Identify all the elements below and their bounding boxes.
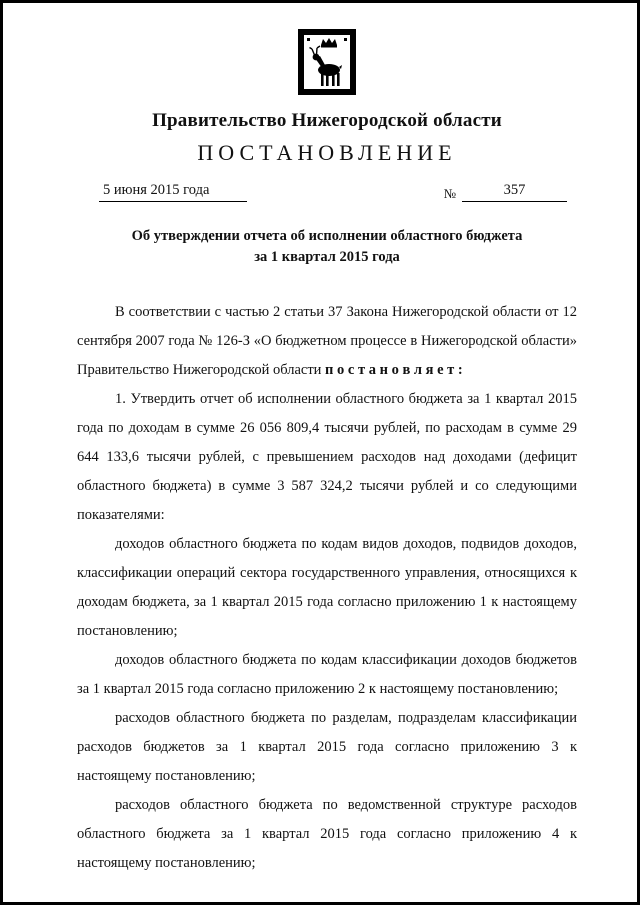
doc-type-title: ПОСТАНОВЛЕНИЕ <box>197 140 457 165</box>
intro-verb: п о с т а н о в л я е т : <box>325 362 463 378</box>
doc-body <box>77 298 577 878</box>
doc-title <box>77 226 577 268</box>
date-number-row <box>99 182 567 202</box>
intro-text: В соответствии с частью 2 статьи 37 Закона Нижегородской области от 12 сентября 2007 года № 126-З «О бюджетном процессе в Нижегородской области» Правительство Нижегородской области <box>77 304 577 378</box>
page-content <box>3 3 637 878</box>
paragraph-item: доходов областного бюджета по кодам классификации доходов бюджетов за 1 квартал 2015 года согласно приложению 2 к настоящему постановлению; <box>77 652 577 697</box>
paragraph-item: доходов областного бюджета по кодам видов доходов, подвидов доходов, классификации операций сектора государственного управления, относящихся к доходам бюджета, за 1 квартал 2015 года согласно приложению 1 к настоящему постановлению; <box>77 536 577 639</box>
doc-title-line1: Об утверждении отчета об исполнении областного бюджета <box>131 228 523 244</box>
paragraph-item: 1. Утвердить отчет об исполнении областного бюджета за 1 квартал 2015 года по доходам в сумме 26 056 809,4 тысячи рублей, по расходам в сумме 29 644 133,6 тысячи рублей, с превышением расходов над доходами (дефицит областного бюджета) в сумме 3 587 324,2 тысячи рублей и со следующими показателями: <box>77 391 577 523</box>
org-name: Правительство Нижегородской области <box>152 110 502 131</box>
number-sign: № <box>443 186 456 201</box>
paragraph-item: расходов областного бюджета по разделам, подразделам классификации расходов бюджетов за 1 квартал 2015 года согласно приложению 3 к настоящему постановлению; <box>77 710 577 784</box>
paragraph-item: расходов областного бюджета по ведомственной структуре расходов областного бюджета за 1 квартал 2015 года согласно приложению 4 к настоящему постановлению; <box>77 797 577 871</box>
emblem-container <box>77 29 577 100</box>
coat-of-arms-icon <box>298 29 356 100</box>
doc-title-line2: за 1 квартал 2015 года <box>254 249 400 265</box>
doc-number-group <box>444 182 567 202</box>
doc-date: 5 июня 2015 года <box>99 182 247 202</box>
doc-number: 357 <box>462 182 567 202</box>
paragraph-intro <box>77 298 577 385</box>
